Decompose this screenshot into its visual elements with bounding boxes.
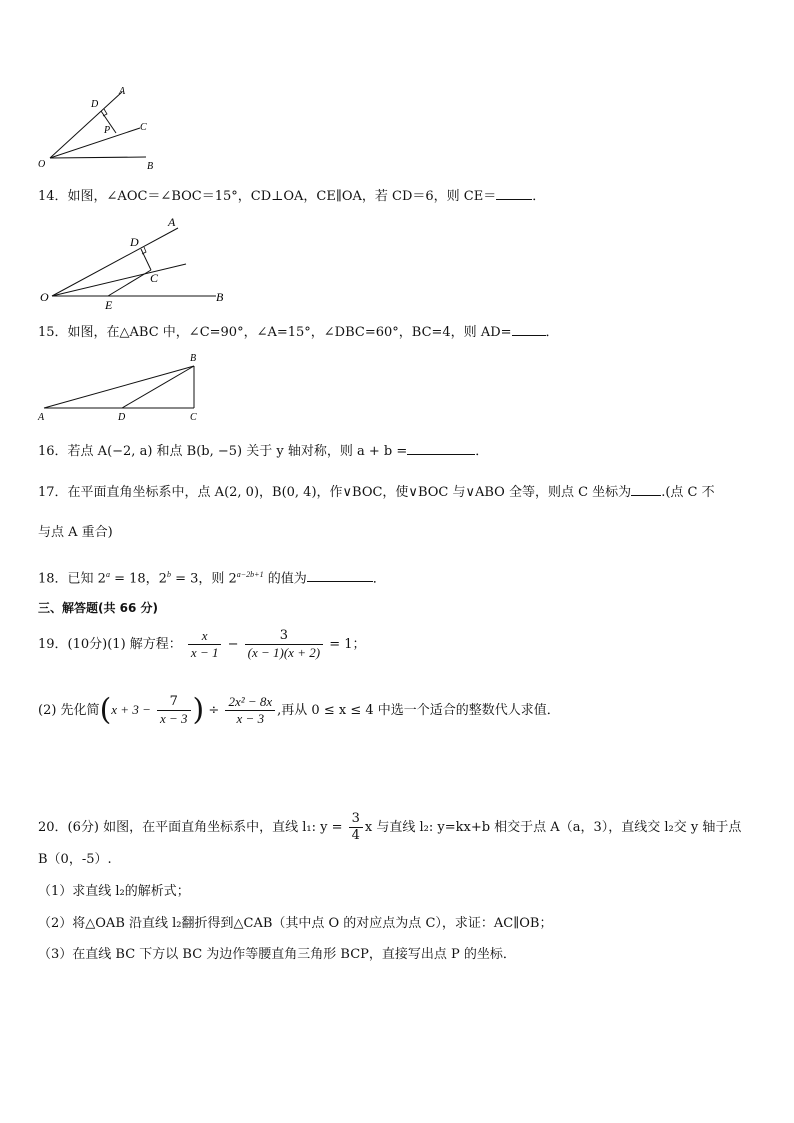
- label-a: A: [168, 215, 176, 229]
- q18-exp2: b: [166, 570, 171, 579]
- q19-fraction-1: $\frac{x}{x - 1}$: [188, 628, 222, 661]
- q19-tail: ,再从 0 ≤ x ≤ 4 中选一个适合的整数代人求值．: [277, 703, 560, 718]
- q14-text: 14．如图，∠AOC＝∠BOC＝15°，CD⊥OA，CE∥OA，若 CD＝6，则 CE＝: [38, 189, 497, 204]
- q17-line1-end: .(点 C 不: [661, 485, 715, 500]
- q17-blank: [631, 483, 661, 496]
- q17-text: 17．在平面直角坐标系中，点 A(2, 0)，B(0, 4)，作∨BOC，使∨BOC 与∨ABO 全等，则点 C 坐标为: [38, 485, 632, 500]
- question-20-part2: （2）将△OAB 沿直线 l₂翻折得到△CAB（其中点 O 的对应点为点 C），求证：AC∥OB；: [38, 916, 553, 931]
- q18-exp1: a: [105, 570, 110, 579]
- q20-rest: x 与直线 l₂: y=kx+b 相交于点 A（a，3），直线交 l₂交 y 轴于点: [364, 820, 742, 835]
- q19-div: ÷: [208, 703, 220, 718]
- label-a: A: [38, 412, 45, 423]
- question-17: [38, 483, 715, 502]
- label-d: D: [130, 235, 139, 249]
- question-15: [38, 323, 559, 342]
- q18-mid1: = 18，2: [109, 571, 167, 587]
- question-20-part1: （1）求直线 l₂的解析式；: [38, 884, 190, 899]
- q18-pre: 18．已知 2: [38, 571, 106, 587]
- q18-end: ．: [372, 571, 386, 587]
- figure-angle-oab: [36, 84, 166, 174]
- q19-label: 19．(10分)(1) 解方程：: [38, 637, 182, 652]
- label-c: C: [150, 271, 159, 285]
- question-20: [38, 808, 741, 848]
- label-a: A: [119, 86, 126, 97]
- question-20-line2: B（0，-5）.: [38, 852, 112, 867]
- q19-part2-label: (2) 先化简: [38, 703, 100, 718]
- label-e: E: [105, 298, 113, 312]
- question-19-part2: (2) 先化简(x + 3 − $\frac{7}{x - 3}$ ) ÷ $\frac{\text{2x² − 8x}}{x - 3}$ ,再从 0 ≤ x ≤ 4 中选一个适合的整数代人求值．: [38, 692, 560, 728]
- q16-end: ．: [475, 444, 489, 459]
- label-b: B: [190, 353, 197, 364]
- question-19-part1: [38, 625, 366, 665]
- figure-q15: [36, 350, 206, 424]
- question-18: [38, 566, 386, 588]
- q19-eq: = 1；: [329, 637, 366, 652]
- q15-end: ．: [545, 325, 559, 340]
- q15-text: 15．如图，在△ABC 中，∠C=90°，∠A=15°，∠DBC=60°，BC=4，则 AD=: [38, 325, 512, 340]
- label-c: C: [190, 412, 197, 423]
- q16-blank: [407, 442, 475, 455]
- q18-post: 的值为: [263, 571, 307, 587]
- question-20-part3: （3）在直线 BC 下方以 BC 为边作等腰直角三角形 BCP，直接写出点 P 的坐标．: [38, 947, 516, 962]
- q17-line2-text: 与点 A 重合): [38, 525, 113, 540]
- q19-fraction-2: $\frac{3}{(x - 1)(x + 2)}$: [245, 628, 323, 661]
- label-b: B: [147, 161, 154, 172]
- label-o: O: [38, 159, 46, 170]
- q20-label: 20．(6分) 如图，在平面直角坐标系中，直线 l₁: y =: [38, 820, 343, 835]
- q18-mid2: = 3，则 2: [170, 571, 237, 587]
- q19-minus: −: [227, 637, 239, 652]
- q19-fraction-3: $\frac{7}{x - 3}$: [157, 694, 191, 727]
- section-heading-3: 三、解答题(共 66 分): [38, 601, 159, 615]
- q20-fraction: $\frac{3}{4}$: [349, 811, 363, 844]
- q14-end: ．: [532, 189, 546, 204]
- label-b: B: [216, 290, 224, 304]
- label-o: O: [40, 290, 49, 304]
- q18-exp3: a−2b+1: [236, 570, 264, 579]
- label-d: D: [91, 99, 99, 110]
- label-d: D: [118, 412, 126, 423]
- figure-q14: [38, 212, 238, 312]
- q19-expr-a: x + 3 −: [111, 702, 151, 717]
- question-16: [38, 442, 488, 461]
- question-14: [38, 187, 545, 206]
- q18-blank: [307, 569, 373, 582]
- q19-fraction-4: $\frac{\text{2x² − 8x}}{x - 3}$: [225, 694, 275, 727]
- q15-blank: [512, 323, 546, 336]
- label-c: C: [140, 122, 147, 133]
- question-17-line2: [38, 524, 113, 542]
- label-p: P: [104, 125, 111, 136]
- q14-blank: [496, 187, 532, 200]
- q16-text: 16．若点 A(−2, a) 和点 B(b, −5) 关于 y 轴对称，则 a + b =: [38, 444, 408, 459]
